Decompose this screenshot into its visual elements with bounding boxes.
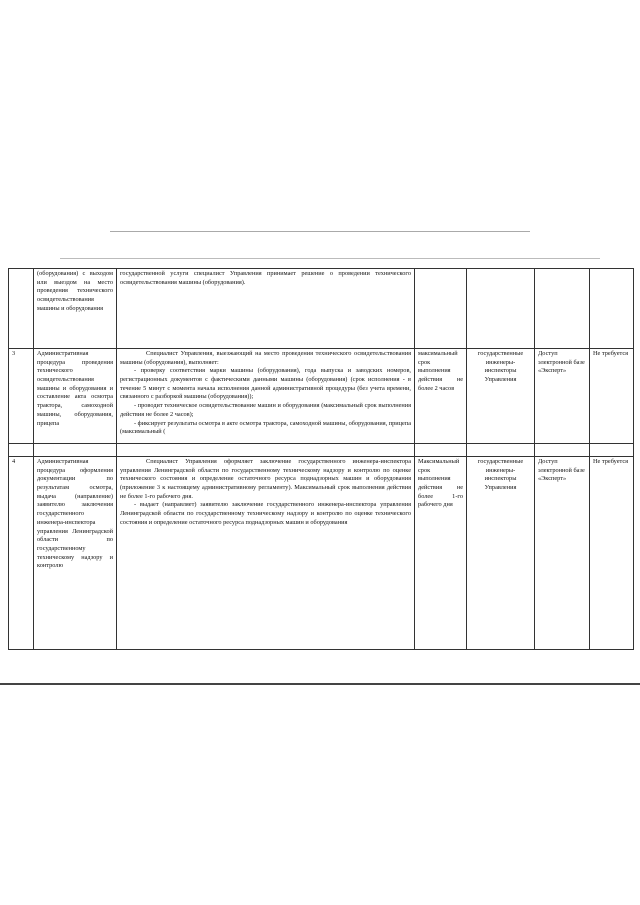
content-bullet: - проверку соответствия марки машины (оборудования), года выпуска и заводских номеров, регистрационных документов с фактическими данными машины (оборудования) (срок исполнения - в течение 5 минут с момента начала исполнения данной административной процедуры (без учета времени, связанного с разборкой машины (оборудования)); [120, 367, 411, 401]
result-cell [590, 269, 634, 349]
scan-line-bottom [0, 683, 640, 685]
table-row [9, 457, 634, 650]
access-cell: Доступ электронной базе «Эксперт» [535, 349, 590, 444]
procedure-name: (оборудования) с выходом или выездом на место проведения технического освидетельствования машины и оборудования [34, 269, 117, 349]
content-paragraph: государственной услуги специалист Управления принимает решение о проведении технического освидетельствования машины (оборудования). [120, 270, 411, 286]
row-number: 4 [9, 457, 34, 650]
content-paragraph: Специалист Управления оформляет заключение государственного инженера-инспектора управления Ленинградской области по государственному техническому надзору и контролю по оценке технического состояния и определение остаточного ресурса поднадзорных машин и оборудования (приложение 3 к настоящему административному регламенту). Максимальный срок выполнения действия не более 1-го рабочего дня. [120, 458, 411, 500]
procedure-name: Административная процедура проведения технического освидетельствования машины и оборудования и составление акта осмотра трактора, самоходной машины, оборудования, прицепа [34, 349, 117, 444]
term-cell: максимальный срок выполнения действия не более 2 часов [415, 349, 467, 444]
result-cell: Не требуется [590, 457, 634, 650]
content-bullet: - проводит техническое освидетельствование машин и оборудования (максимальный срок выполнения действия не более 2 часов); [120, 402, 411, 418]
procedure-content [117, 457, 415, 650]
result-cell: Не требуется [590, 349, 634, 444]
executor-cell: государственные инженеры-инспекторы Управления [467, 457, 535, 650]
access-cell [535, 269, 590, 349]
term-cell: Максимальный срок выполнения действия не более 1-го рабочего дня [415, 457, 467, 650]
term-cell [415, 269, 467, 349]
content-bullet: - фиксирует результаты осмотра в акте осмотра трактора, самоходной машины, оборудования, прицепа (максимальный ( [120, 419, 411, 436]
table-row-spacer [9, 444, 634, 457]
scan-line-top [110, 231, 530, 232]
table-row [9, 269, 634, 349]
procedures-table [8, 268, 634, 650]
table-row [9, 349, 634, 444]
content-bullet: - выдает (направляет) заявителю заключение государственного инженера-инспектора управления Ленинградской области по государственному техническому надзору и контролю по оценке технического состояния и определение остаточного ресурса поднадзорных машин и оборудования [120, 501, 411, 526]
executor-cell [467, 269, 535, 349]
row-number [9, 269, 34, 349]
procedure-content [117, 349, 415, 444]
scan-line-top-2 [60, 258, 600, 259]
executor-cell: государственные инженеры-инспекторы Управления [467, 349, 535, 444]
procedure-name: Административная процедура оформления документации по результатам осмотра, выдача (направление) заявителю заключения государственного инженера-инспектора управления Ленинградской области по государственному техническому надзору и контролю [34, 457, 117, 650]
content-paragraph: Специалист Управления, выезжающий на место проведения технического освидетельствования машины (оборудования), выполняет: [120, 350, 411, 366]
access-cell: Доступ электронной базе «Эксперт» [535, 457, 590, 650]
row-number: 3 [9, 349, 34, 444]
procedure-content [117, 269, 415, 349]
